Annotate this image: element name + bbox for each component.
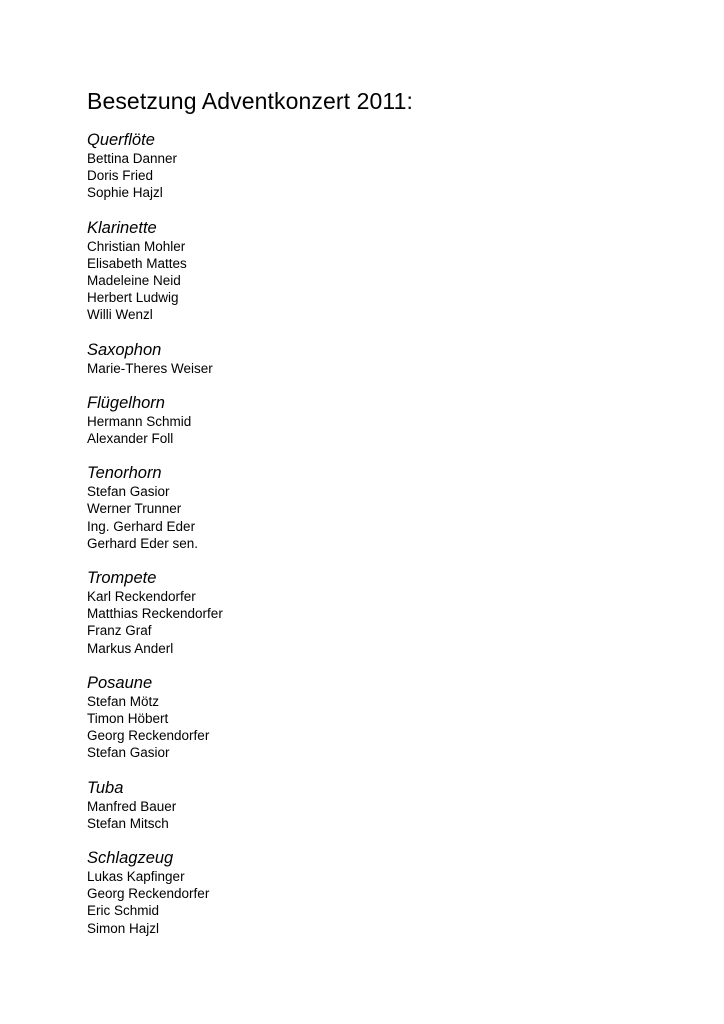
member-name: Franz Graf: [87, 623, 152, 639]
instrument-heading: Querflöte: [87, 131, 155, 149]
member-name: Doris Fried: [87, 168, 154, 184]
document-page: [87, 86, 687, 953]
member-name: Bettina Danner: [87, 151, 178, 166]
member-name: Stefan Mitsch: [87, 815, 169, 831]
instrument-section: [87, 848, 687, 937]
member-name: Simon Hajzl: [87, 920, 160, 936]
member-name: Willi Wenzl: [87, 307, 153, 323]
member-name: Georg Reckendorfer: [87, 886, 210, 902]
member-name: Eric Schmid: [87, 903, 160, 919]
member-name: Matthias Reckendorfer: [87, 606, 223, 622]
instrument-section: [87, 673, 687, 762]
member-name: Stefan Gasior: [87, 484, 170, 500]
member-name: Markus Anderl: [87, 640, 174, 656]
member-name: Hermann Schmid: [87, 413, 192, 429]
instrument-section: [87, 393, 687, 447]
instrument-heading: Flügelhorn: [87, 393, 165, 412]
instrument-section: [87, 218, 687, 324]
instrument-section: [87, 778, 687, 832]
member-name: Georg Reckendorfer: [87, 728, 210, 744]
instrument-heading: Posaune: [87, 673, 153, 692]
member-name: Lukas Kapfinger: [87, 869, 185, 885]
page-title: Besetzung Adventkonzert 2011:: [87, 88, 413, 114]
member-name: Alexander Foll: [87, 431, 174, 447]
member-name: Stefan Mötz: [87, 693, 160, 709]
instrument-section: [87, 340, 687, 377]
section-list: [87, 130, 687, 937]
member-name: Herbert Ludwig: [87, 290, 179, 306]
instrument-section: [87, 568, 687, 657]
member-name: Gerhard Eder sen.: [87, 535, 199, 551]
member-name: Timon Höbert: [87, 711, 169, 727]
instrument-section: [87, 463, 687, 552]
instrument-heading: Tuba: [87, 778, 124, 797]
member-name: Ing. Gerhard Eder: [87, 518, 196, 534]
member-name: Stefan Gasior: [87, 745, 170, 761]
instrument-heading: Trompete: [87, 569, 157, 588]
member-name: Werner Trunner: [87, 501, 182, 517]
member-name: Christian Mohler: [87, 238, 186, 254]
instrument-heading: Saxophon: [87, 340, 162, 359]
member-name: Madeleine Neid: [87, 273, 181, 289]
member-name: Marie-Theres Weiser: [87, 360, 213, 376]
member-name: Sophie Hajzl: [87, 185, 163, 201]
instrument-section: [87, 130, 687, 202]
instrument-heading: Schlagzeug: [87, 849, 174, 868]
member-name: Manfred Bauer: [87, 798, 177, 814]
instrument-heading: Tenorhorn: [87, 464, 162, 483]
instrument-heading: Klarinette: [87, 218, 157, 237]
member-name: Elisabeth Mattes: [87, 255, 187, 271]
member-name: Karl Reckendorfer: [87, 589, 196, 605]
